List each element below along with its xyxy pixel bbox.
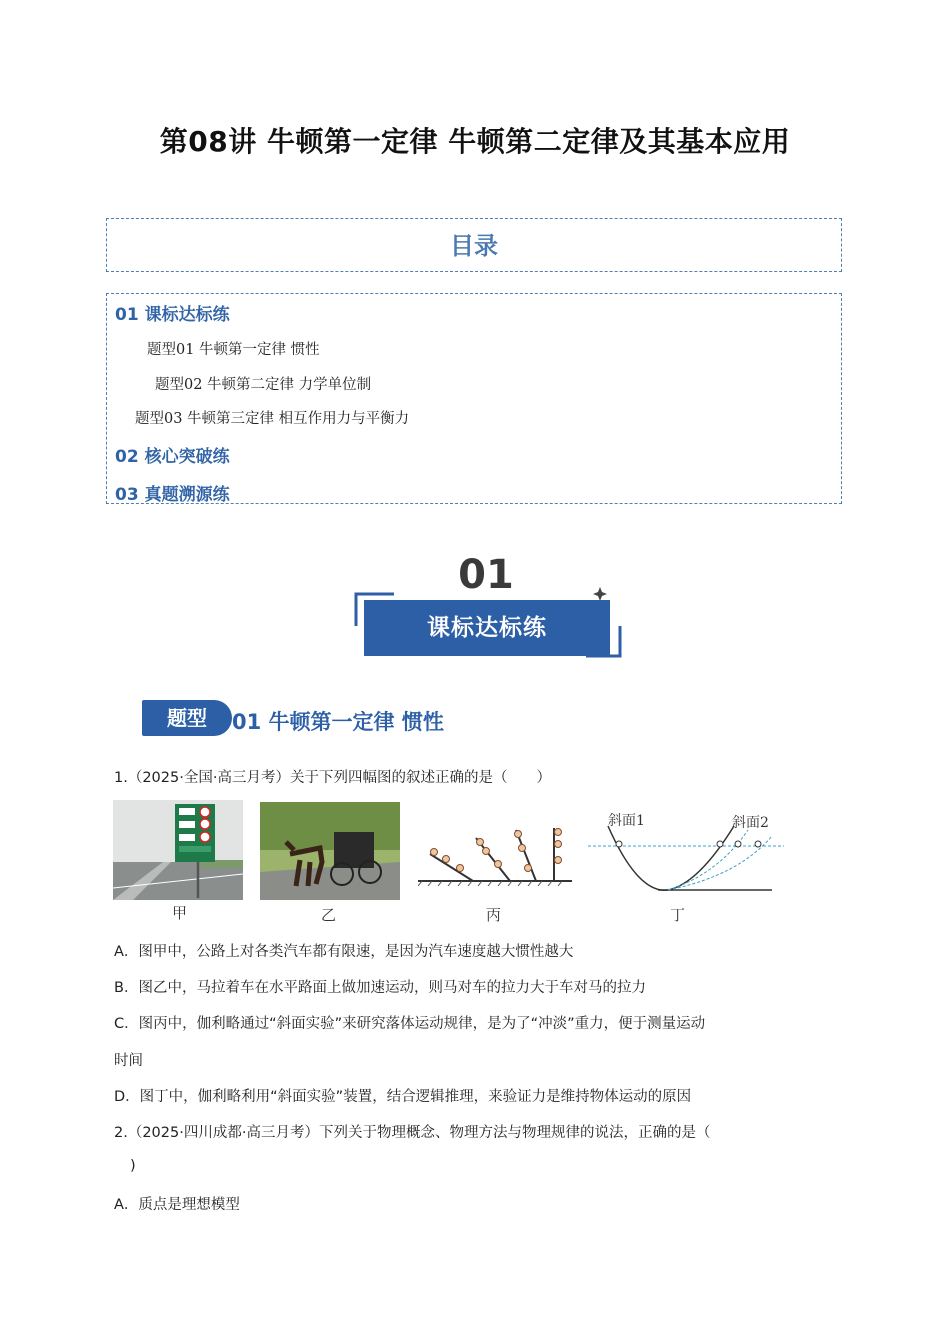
topic-tag [142,700,232,736]
topic-title: 01 牛顿第一定律 惯性 [232,710,444,734]
caption-yi: 乙 [321,906,337,924]
toc-item-1[interactable]: 题型01 牛顿第一定律 惯性 [147,342,320,358]
q1-option-c-cont: 时间 [114,1053,143,1069]
toc-box [106,293,842,504]
figure-bing-inclined-planes [418,826,572,886]
caption-bing: 丙 [486,906,502,924]
figure-yi-horse-carriage [260,802,400,900]
q2-stem-cont: ) [130,1158,136,1174]
toc-section-3[interactable]: 03 真题溯源练 [115,485,230,505]
caption-ding: 丁 [670,906,686,924]
toc-section-2[interactable]: 02 核心突破练 [115,447,230,467]
q2-stem: 2.（2025·四川成都·高三月考）下列关于物理概念、物理方法与物理规律的说法，正确的是（ [114,1125,711,1141]
section-badge-label: 课标达标练 [427,615,547,641]
toc-heading: 目录 [450,232,498,260]
toc-item-2[interactable]: 题型02 牛顿第二定律 力学单位制 [155,377,372,393]
q1-option-b[interactable]: B．图乙中，马拉着车在水平路面上做加速运动，则马对车的拉力大于车对马的拉力 [114,980,646,996]
section-badge [364,600,610,656]
page-title: 第08讲 牛顿第一定律 牛顿第二定律及其基本应用 [159,125,791,158]
caption-jia: 甲 [172,904,188,922]
label-slope-1: 斜面1 [608,813,645,829]
q2-option-a[interactable]: A．质点是理想模型 [114,1197,240,1213]
label-slope-2: 斜面2 [732,815,769,831]
toc-heading-box [106,218,842,272]
figure-jia-road-sign [113,800,243,900]
toc-item-3[interactable]: 题型03 牛顿第三定律 相互作用力与平衡力 [135,411,410,427]
toc-section-1[interactable]: 01 课标达标练 [115,305,230,325]
q1-option-c[interactable]: C．图丙中，伽利略通过“斜面实验”来研究落体运动规律，是为了“冲淡”重力，便于测量运动 [114,1016,706,1032]
section-number: 01 [458,552,514,598]
q1-option-d[interactable]: D．图丁中，伽利略利用“斜面实验”装置，结合逻辑推理，来验证力是维持物体运动的原因 [114,1089,692,1105]
q1-stem: 1.（2025·全国·高三月考）关于下列四幅图的叙述正确的是（ ） [114,770,551,786]
q1-option-a[interactable]: A．图甲中，公路上对各类汽车都有限速，是因为汽车速度越大惯性越大 [114,944,574,960]
topic-tag-label: 题型 [167,706,207,730]
